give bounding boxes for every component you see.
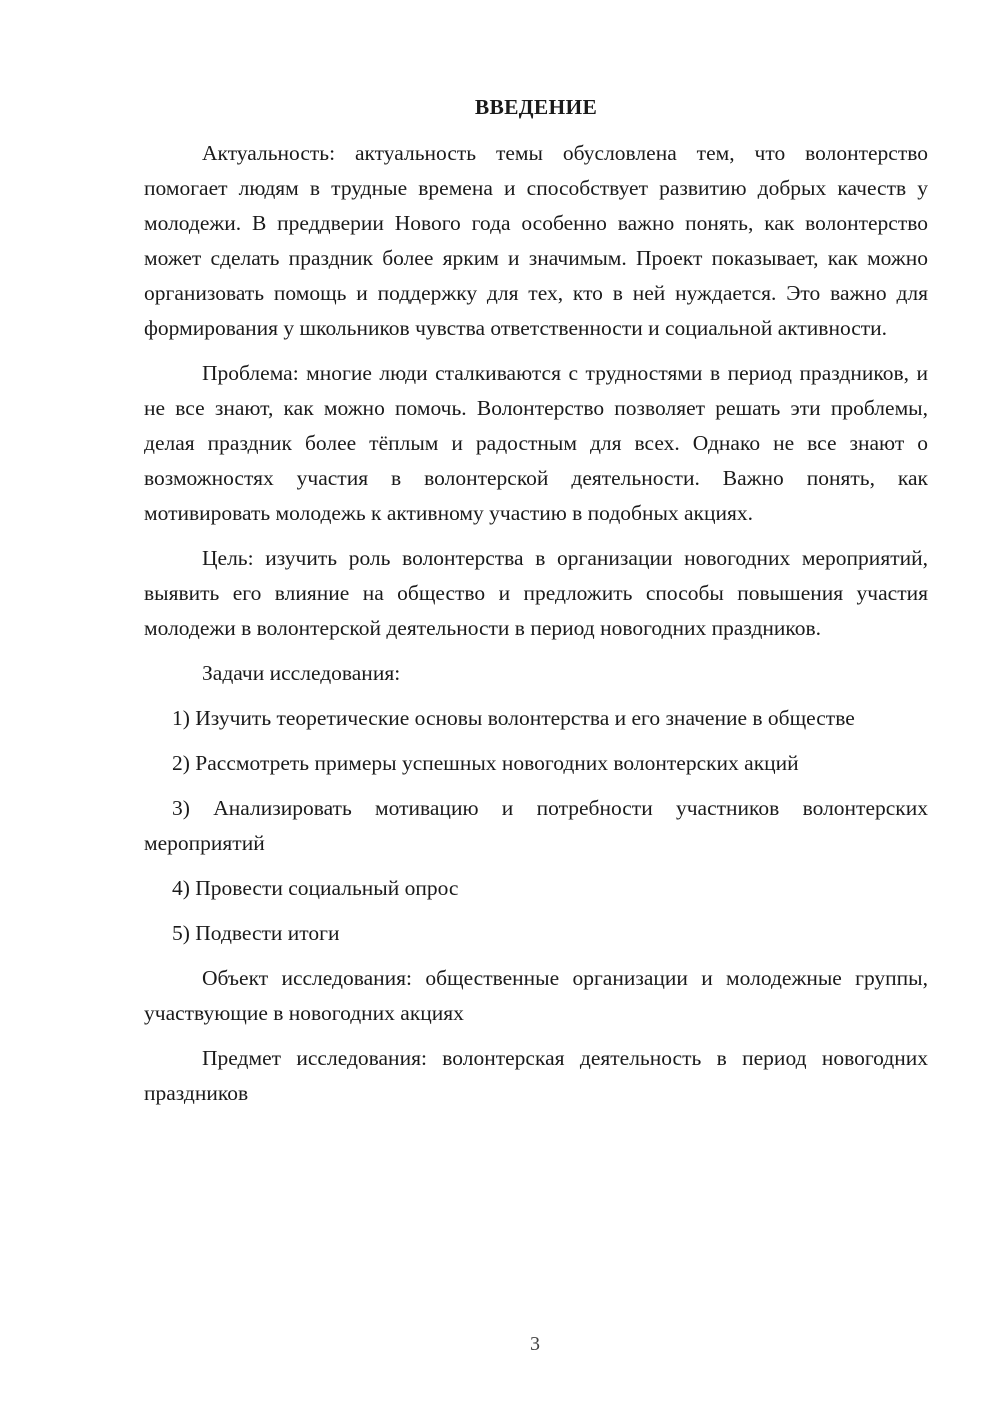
task-item: 1) Изучить теоретические основы волонтерства и его значение в обществе (172, 706, 855, 730)
object-paragraph: Объект исследования: общественные организации и молодежные группы, участвующие в новогодних акциях (144, 966, 928, 1025)
subject-paragraph: Предмет исследования: волонтерская деятельность в период новогодних праздников (144, 1046, 928, 1105)
task-item: 2) Рассмотреть примеры успешных новогодних волонтерских акций (172, 751, 799, 775)
goal-paragraph: Цель: изучить роль волонтерства в организации новогодних мероприятий, выявить его влияние на общество и предложить способы повышения участия молодежи в волонтерской деятельности в период новогодних праздников. (144, 546, 928, 640)
task-item: 4) Провести социальный опрос (172, 876, 459, 900)
tasks-intro: Задачи исследования: (202, 661, 401, 685)
task-item: 5) Подвести итоги (172, 921, 340, 945)
page-content (144, 95, 928, 1121)
task-item: 3) Анализировать мотивацию и потребности участников волонтерских мероприятий (144, 796, 928, 855)
relevance-paragraph: Актуальность: актуальность темы обусловлена тем, что волонтерство помогает людям в трудные времена и способствует развитию добрых качеств у молодежи. В преддверии Нового года особенно важно понять, как волонтерство может сделать праздник более ярким и значимым. Проект показывает, как можно организовать помощь и поддержку для тех, кто в ней нуждается. Это важно для формирования у школьников чувства ответственности и социальной активности. (144, 141, 928, 340)
page-number: 3 (530, 1333, 540, 1355)
section-heading: ВВЕДЕНИЕ (474, 95, 598, 119)
problem-paragraph: Проблема: многие люди сталкиваются с трудностями в период праздников, и не все знают, как можно помочь. Волонтерство позволяет решать эти проблемы, делая праздник более тёплым и радостным для всех. Однако не все знают о возможностях участия в волонтерской деятельности. Важно понять, как мотивировать молодежь к активному участию в подобных акциях. (144, 361, 928, 525)
